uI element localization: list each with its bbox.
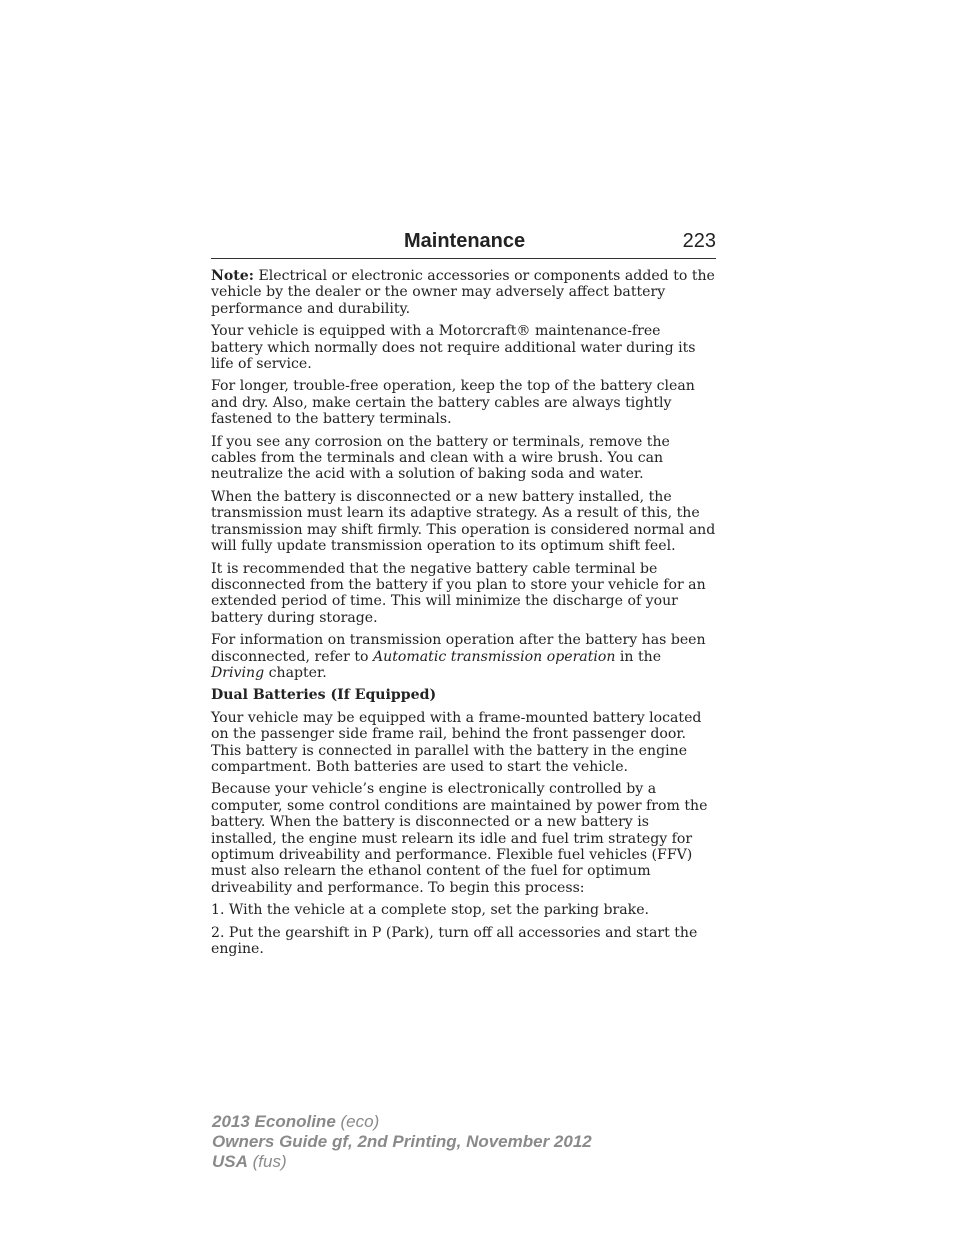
step-2: 2. Put the gearshift in P (Park), turn off all accessories and start the engine. [211,924,698,958]
reference-text-c: chapter. [264,664,327,681]
section-title: Maintenance [404,230,526,252]
footer-region: USA [212,1152,248,1171]
page-number: 223 [682,230,716,252]
paragraph-dual-batteries: Your vehicle may be equipped with a frame-mounted battery located on the passenger side frame rail, behind the front passenger door. This battery is connected in parallel with the battery in the engine compartment. Both batteries are used to start the vehicle. [211,709,702,775]
footer-line-2 [212,1132,592,1152]
paragraph-battery-type: Your vehicle is equipped with a Motorcraft® maintenance-free battery which normally does not require additional water during its life of service. [211,323,696,373]
body-text [211,268,716,963]
reference-text-a: For information on transmission operation after the battery has been disconnected, refer to [211,632,706,665]
paragraph-corrosion: If you see any corrosion on the battery or terminals, remove the cables from the terminals and clean with a wire brush. You can neutralize the acid with a solution of baking soda and water. [211,433,670,483]
page-footer [212,1112,592,1172]
note-label: Note: [211,268,254,284]
footer-line-3 [212,1152,592,1172]
footer-model-code: (eco) [335,1112,380,1131]
paragraph-storage: It is recommended that the negative battery cable terminal be disconnected from the battery if you plan to store your vehicle for an extended period of time. This will minimize the discharge of your battery during storage. [211,560,706,626]
paragraph-battery-care: For longer, trouble-free operation, keep the top of the battery clean and dry. Also, make certain the battery cables are always tightly fastened to the battery terminals. [211,378,695,428]
reference-link-driving: Driving [211,664,265,681]
reference-link-transmission: Automatic transmission operation [373,648,616,665]
page-header [211,228,716,259]
note-text: Electrical or electronic accessories or components added to the vehicle by the dealer or the owner may adversely affect battery performance and durability. [211,268,715,317]
footer-region-code: (fus) [247,1152,287,1171]
paragraph-relearn: Because your vehicle’s engine is electronically controlled by a computer, some control conditions are maintained by power from the battery. When the battery is disconnected or a new battery is installed, the engine must relearn its idle and fuel trim strategy for optimum driveability and performance. Flexible fuel vehicles (FFV) must also relearn the ethanol content of the fuel for optimum driveability and performance. To begin this process: [211,781,708,896]
subheading-dual-batteries: Dual Batteries (If Equipped) [211,687,437,704]
footer-printing: Owners Guide gf, 2nd Printing, November 2012 [212,1132,592,1151]
footer-model: 2013 Econoline [212,1112,336,1131]
step-1: 1. With the vehicle at a complete stop, set the parking brake. [211,902,650,919]
reference-text-b: in the [615,648,662,665]
paragraph-adaptive-strategy: When the battery is disconnected or a new battery installed, the transmission must learn its adaptive strategy. As a result of this, the transmission may shift firmly. This operation is considered normal and will fully update transmission operation to its optimum shift feel. [211,488,716,555]
note-paragraph [211,268,716,317]
footer-line-1 [212,1112,592,1132]
paragraph-reference [211,632,716,681]
